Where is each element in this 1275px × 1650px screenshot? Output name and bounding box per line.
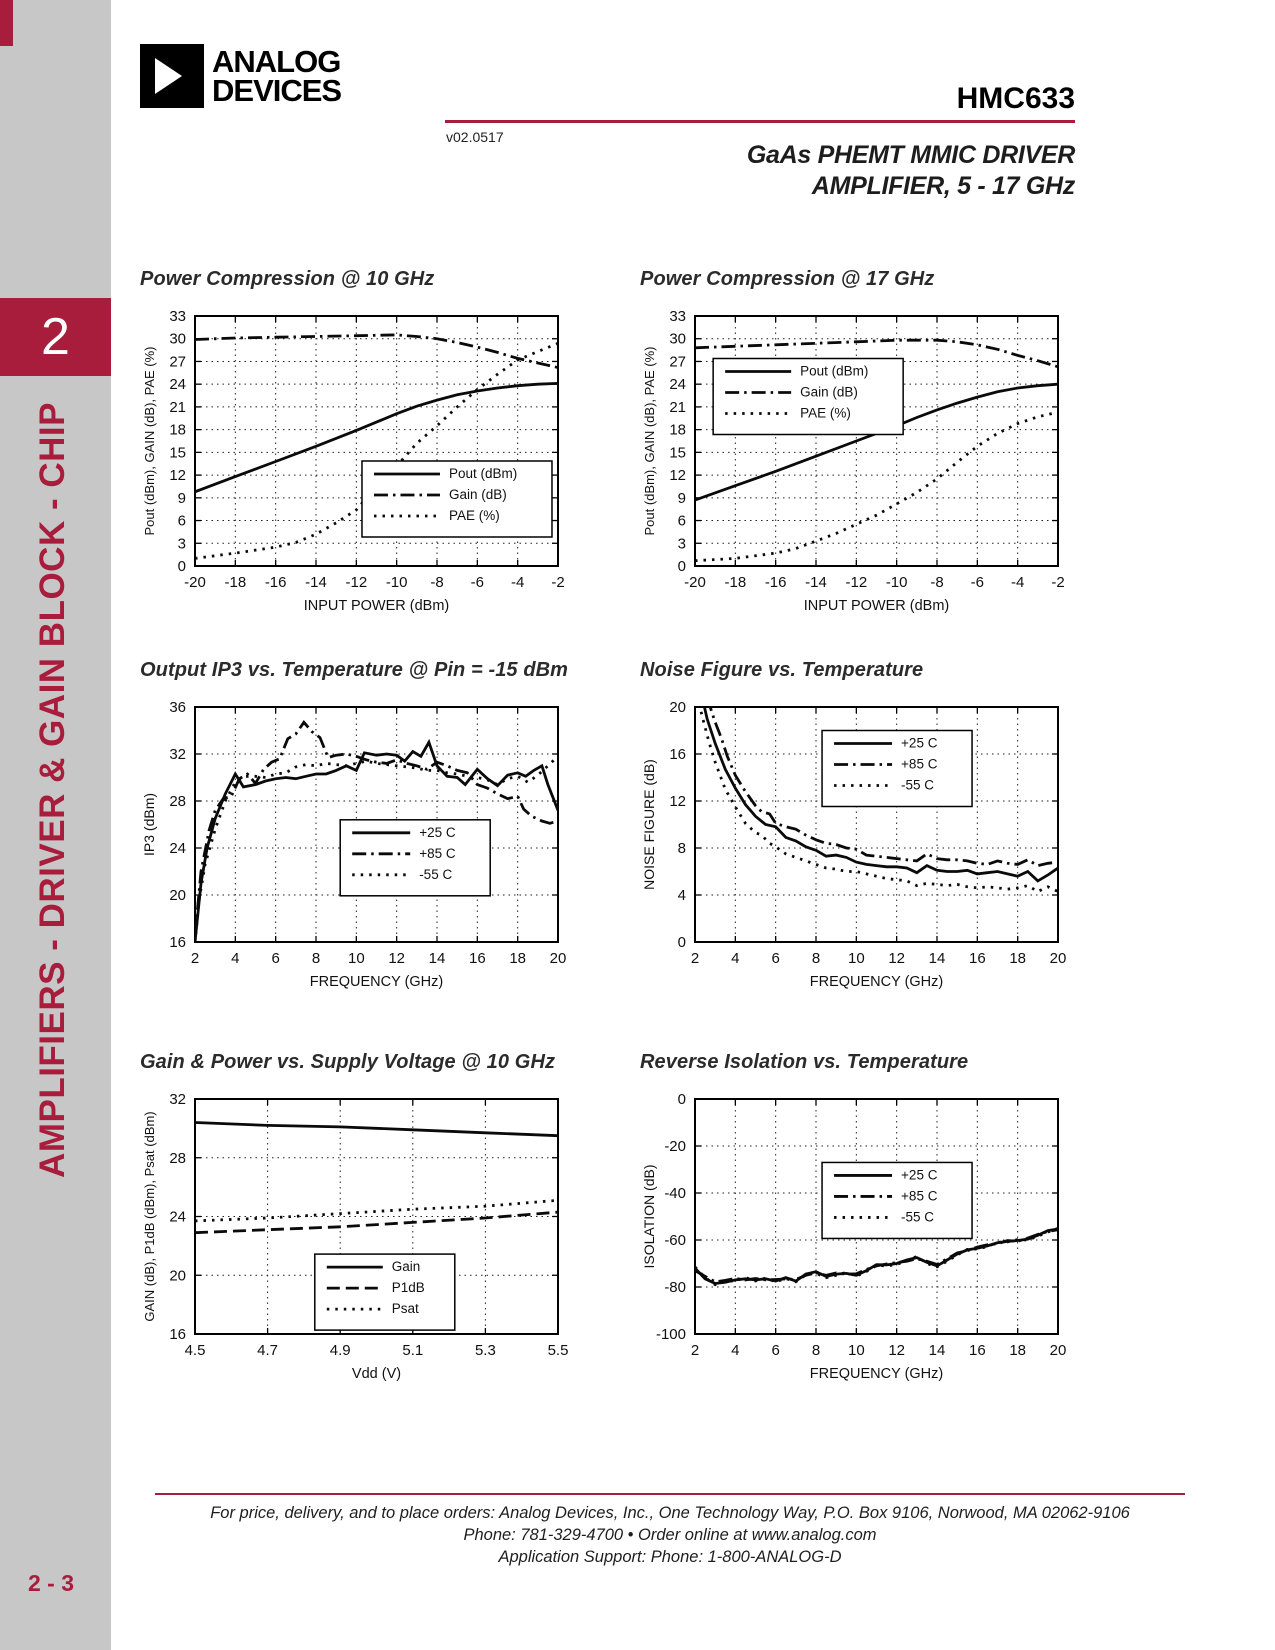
svg-text:-6: -6: [970, 574, 985, 591]
svg-text:-14: -14: [305, 574, 327, 591]
svg-text:-55 C: -55 C: [419, 866, 453, 882]
chart-canvas: [140, 296, 580, 618]
svg-text:+85 C: +85 C: [901, 1188, 938, 1204]
svg-text:12: 12: [888, 950, 906, 967]
x-axis-label: FREQUENCY (GHz): [309, 974, 444, 990]
svg-text:20: 20: [1049, 950, 1067, 967]
svg-text:24: 24: [169, 1208, 186, 1226]
svg-text:6: 6: [177, 512, 186, 530]
svg-text:30: 30: [169, 330, 186, 348]
svg-text:18: 18: [169, 421, 186, 439]
svg-text:Pout (dBm): Pout (dBm): [800, 363, 869, 379]
chart-svg: [640, 296, 1080, 618]
chart-svg: [640, 1079, 1080, 1401]
footer: [155, 1502, 1185, 1568]
svg-text:21: 21: [169, 398, 186, 416]
svg-text:28: 28: [169, 793, 186, 810]
svg-text:-8: -8: [430, 574, 444, 591]
svg-text:PAE (%): PAE (%): [800, 405, 851, 421]
svg-text:9: 9: [177, 489, 186, 507]
y-axis-label: Pout (dBm), GAIN (dB), PAE (%): [142, 346, 157, 536]
svg-text:4: 4: [231, 950, 240, 967]
chart-legend: [822, 731, 972, 807]
chart-title: Power Compression @ 17 GHz: [640, 268, 935, 290]
svg-text:4.9: 4.9: [329, 1342, 351, 1359]
svg-text:20: 20: [669, 699, 686, 716]
svg-text:15: 15: [169, 444, 186, 462]
y-axis-label: IP3 (dBm): [141, 792, 157, 857]
logo-word-devices: DEVICES: [212, 73, 342, 108]
part-number: HMC633: [956, 82, 1075, 115]
logo-mark: [140, 44, 204, 108]
svg-text:12: 12: [888, 1342, 906, 1359]
svg-text:20: 20: [549, 950, 567, 967]
svg-text:10: 10: [347, 950, 365, 967]
svg-text:24: 24: [169, 376, 186, 394]
svg-text:-55 C: -55 C: [901, 1209, 935, 1225]
svg-text:-2: -2: [1051, 574, 1065, 591]
svg-text:+25 C: +25 C: [901, 735, 938, 751]
svg-text:16: 16: [669, 746, 686, 763]
svg-text:24: 24: [169, 840, 186, 857]
svg-text:21: 21: [669, 398, 686, 416]
svg-text:-40: -40: [664, 1185, 686, 1202]
series-gain-db-line: [195, 335, 558, 368]
svg-text:20: 20: [169, 887, 186, 904]
x-axis-label: INPUT POWER (dBm): [303, 598, 450, 614]
chart-legend: [315, 1254, 455, 1330]
svg-text:12: 12: [388, 950, 406, 967]
chapter-number: 2: [41, 308, 70, 366]
svg-text:3: 3: [177, 535, 186, 553]
svg-text:P1dB: P1dB: [391, 1280, 425, 1296]
svg-text:-55 C: -55 C: [901, 777, 935, 793]
y-axis-label: GAIN (dB), P1dB (dBm), Psat (dBm): [142, 1111, 157, 1322]
x-axis-label: FREQUENCY (GHz): [809, 1366, 944, 1382]
x-axis-label: Vdd (V): [351, 1366, 402, 1382]
y-axis-label: Pout (dBm), GAIN (dB), PAE (%): [642, 346, 657, 536]
svg-text:33: 33: [169, 308, 186, 325]
svg-text:8: 8: [811, 950, 821, 967]
svg-text:-100: -100: [655, 1326, 686, 1343]
svg-text:16: 16: [468, 950, 486, 967]
svg-text:36: 36: [169, 699, 186, 716]
chart-power-compression-10ghz: [140, 268, 584, 618]
svg-text:-2: -2: [551, 574, 565, 591]
svg-text:2: 2: [190, 950, 200, 967]
svg-text:4.5: 4.5: [184, 1342, 206, 1359]
chart-legend: [362, 461, 552, 537]
svg-text:16: 16: [968, 950, 986, 967]
y-axis-label: ISOLATION (dB): [641, 1164, 657, 1269]
svg-text:-18: -18: [724, 574, 747, 591]
svg-text:+85 C: +85 C: [901, 756, 938, 772]
svg-text:Pout (dBm): Pout (dBm): [448, 466, 518, 481]
svg-text:27: 27: [669, 353, 686, 371]
svg-text:12: 12: [669, 793, 686, 810]
svg-text:-20: -20: [684, 574, 706, 591]
svg-text:+25 C: +25 C: [901, 1167, 938, 1183]
chart-legend: [822, 1162, 972, 1238]
svg-text:-12: -12: [845, 574, 868, 591]
document-title-line1: GaAs PHEMT MMIC DRIVER: [746, 141, 1075, 169]
document-title: [747, 140, 1075, 202]
svg-text:9: 9: [677, 489, 686, 507]
svg-text:-12: -12: [345, 574, 368, 591]
svg-text:14: 14: [428, 950, 446, 967]
svg-text:4: 4: [677, 887, 686, 904]
svg-text:32: 32: [169, 746, 186, 763]
chart-svg: [140, 687, 580, 1009]
chapter-tab: [0, 298, 111, 376]
svg-text:-10: -10: [885, 574, 908, 591]
svg-text:30: 30: [669, 330, 686, 348]
svg-text:18: 18: [1009, 950, 1027, 967]
svg-text:-20: -20: [664, 1138, 686, 1155]
chart-title: Reverse Isolation vs. Temperature: [640, 1051, 969, 1073]
svg-text:2: 2: [690, 1342, 700, 1359]
svg-text:8: 8: [677, 840, 686, 857]
svg-text:-10: -10: [385, 574, 408, 591]
svg-text:0: 0: [677, 558, 686, 575]
chart-title: Output IP3 vs. Temperature @ Pin = -15 dBm: [140, 659, 569, 681]
chart-legend: [340, 820, 490, 896]
chart-output-ip3: [140, 659, 584, 1009]
svg-text:18: 18: [1009, 1342, 1027, 1359]
logo-triangle-icon: [155, 58, 182, 94]
logo-wordmark: [212, 44, 342, 108]
svg-text:15: 15: [669, 444, 686, 462]
svg-text:-60: -60: [664, 1232, 686, 1249]
svg-text:2: 2: [690, 950, 700, 967]
chart-title: Noise Figure vs. Temperature: [640, 659, 924, 681]
chart-reverse-isolation: [640, 1051, 1084, 1401]
series-p1db-line: [195, 1212, 558, 1233]
svg-text:-8: -8: [930, 574, 944, 591]
footer-line1: For price, delivery, and to place orders: Analog Devices, Inc., One Technology Way, P.O. Box 9106, Norwood, MA 02062-9106: [210, 1504, 1130, 1522]
svg-text:8: 8: [311, 950, 321, 967]
svg-text:-14: -14: [805, 574, 827, 591]
analog-devices-logo: [140, 44, 341, 108]
series-gain-line: [195, 1123, 558, 1136]
chart-noise-figure: [640, 659, 1084, 1009]
svg-text:-18: -18: [224, 574, 247, 591]
chart-canvas: [640, 1079, 1080, 1401]
logo-word-analog: ANALOG: [212, 44, 341, 79]
svg-text:32: 32: [169, 1091, 186, 1108]
svg-text:Gain: Gain: [391, 1259, 421, 1275]
svg-text:5.1: 5.1: [402, 1342, 424, 1359]
chart-svg: [140, 296, 580, 618]
svg-text:4: 4: [731, 950, 740, 967]
chart-canvas: [140, 1079, 580, 1401]
svg-text:6: 6: [771, 1342, 780, 1359]
svg-text:12: 12: [169, 467, 186, 485]
svg-text:Gain (dB): Gain (dB): [800, 384, 858, 400]
svg-text:20: 20: [1049, 1342, 1067, 1359]
svg-text:16: 16: [169, 1326, 186, 1343]
svg-text:27: 27: [169, 353, 186, 371]
svg-text:-6: -6: [470, 574, 485, 591]
svg-text:14: 14: [928, 1342, 946, 1359]
chart-legend: [713, 359, 903, 435]
svg-text:-20: -20: [184, 574, 206, 591]
svg-text:+25 C: +25 C: [419, 824, 456, 840]
chart-canvas: [640, 687, 1080, 1009]
svg-text:10: 10: [847, 950, 865, 967]
sidebar-top-accent: [0, 0, 13, 46]
svg-text:16: 16: [968, 1342, 986, 1359]
svg-text:16: 16: [169, 934, 186, 951]
footer-line3: Application Support: Phone: 1-800-ANALOG-D: [498, 1548, 842, 1566]
chart-svg: [640, 687, 1080, 1009]
svg-text:14: 14: [928, 950, 946, 967]
chart-gain-power-supply: [140, 1051, 584, 1401]
svg-text:12: 12: [669, 467, 686, 485]
svg-text:0: 0: [177, 558, 186, 575]
svg-text:-4: -4: [510, 574, 525, 591]
svg-text:18: 18: [509, 950, 527, 967]
svg-text:-4: -4: [1010, 574, 1025, 591]
svg-text:5.3: 5.3: [474, 1342, 496, 1359]
x-axis-label: INPUT POWER (dBm): [803, 598, 950, 614]
svg-text:-16: -16: [264, 574, 287, 591]
chart-canvas: [640, 296, 1080, 618]
y-axis-label: NOISE FIGURE (dB): [641, 759, 657, 890]
version-label: v02.0517: [446, 129, 504, 145]
svg-text:-16: -16: [764, 574, 787, 591]
svg-text:Gain (dB): Gain (dB): [448, 487, 507, 502]
svg-text:10: 10: [847, 1342, 865, 1359]
svg-text:4.7: 4.7: [257, 1342, 279, 1359]
chart-power-compression-17ghz: [640, 268, 1084, 618]
svg-text:33: 33: [669, 308, 686, 325]
svg-text:-80: -80: [664, 1279, 686, 1296]
svg-text:4: 4: [731, 1342, 740, 1359]
svg-text:+85 C: +85 C: [419, 845, 456, 861]
svg-text:20: 20: [169, 1267, 186, 1285]
sidebar-section-label: AMPLIFIERS - DRIVER & GAIN BLOCK - CHIP: [33, 402, 72, 1178]
x-axis-label: FREQUENCY (GHz): [809, 974, 944, 990]
svg-text:18: 18: [669, 421, 686, 439]
svg-text:28: 28: [169, 1149, 186, 1167]
svg-text:0: 0: [677, 1091, 686, 1108]
footer-line2: Phone: 781-329-4700 • Order online at www.analog.com: [463, 1526, 877, 1544]
svg-text:6: 6: [771, 950, 780, 967]
chart-canvas: [140, 687, 580, 1009]
svg-text:6: 6: [271, 950, 280, 967]
svg-text:3: 3: [677, 535, 686, 553]
svg-text:24: 24: [669, 376, 686, 394]
chart-title: Gain & Power vs. Supply Voltage @ 10 GHz: [140, 1051, 556, 1073]
chart-title: Power Compression @ 10 GHz: [140, 268, 435, 290]
svg-text:0: 0: [677, 934, 686, 951]
svg-text:8: 8: [811, 1342, 821, 1359]
chart-svg: [140, 1079, 580, 1401]
header-rule: [445, 120, 1075, 123]
page-number: 2 - 3: [28, 1570, 75, 1596]
svg-text:PAE (%): PAE (%): [448, 508, 500, 523]
document-title-line2: AMPLIFIER, 5 - 17 GHz: [811, 172, 1075, 200]
svg-text:Psat: Psat: [391, 1301, 419, 1317]
svg-text:6: 6: [677, 512, 686, 530]
footer-rule: [155, 1493, 1185, 1495]
svg-text:5.5: 5.5: [547, 1342, 569, 1359]
